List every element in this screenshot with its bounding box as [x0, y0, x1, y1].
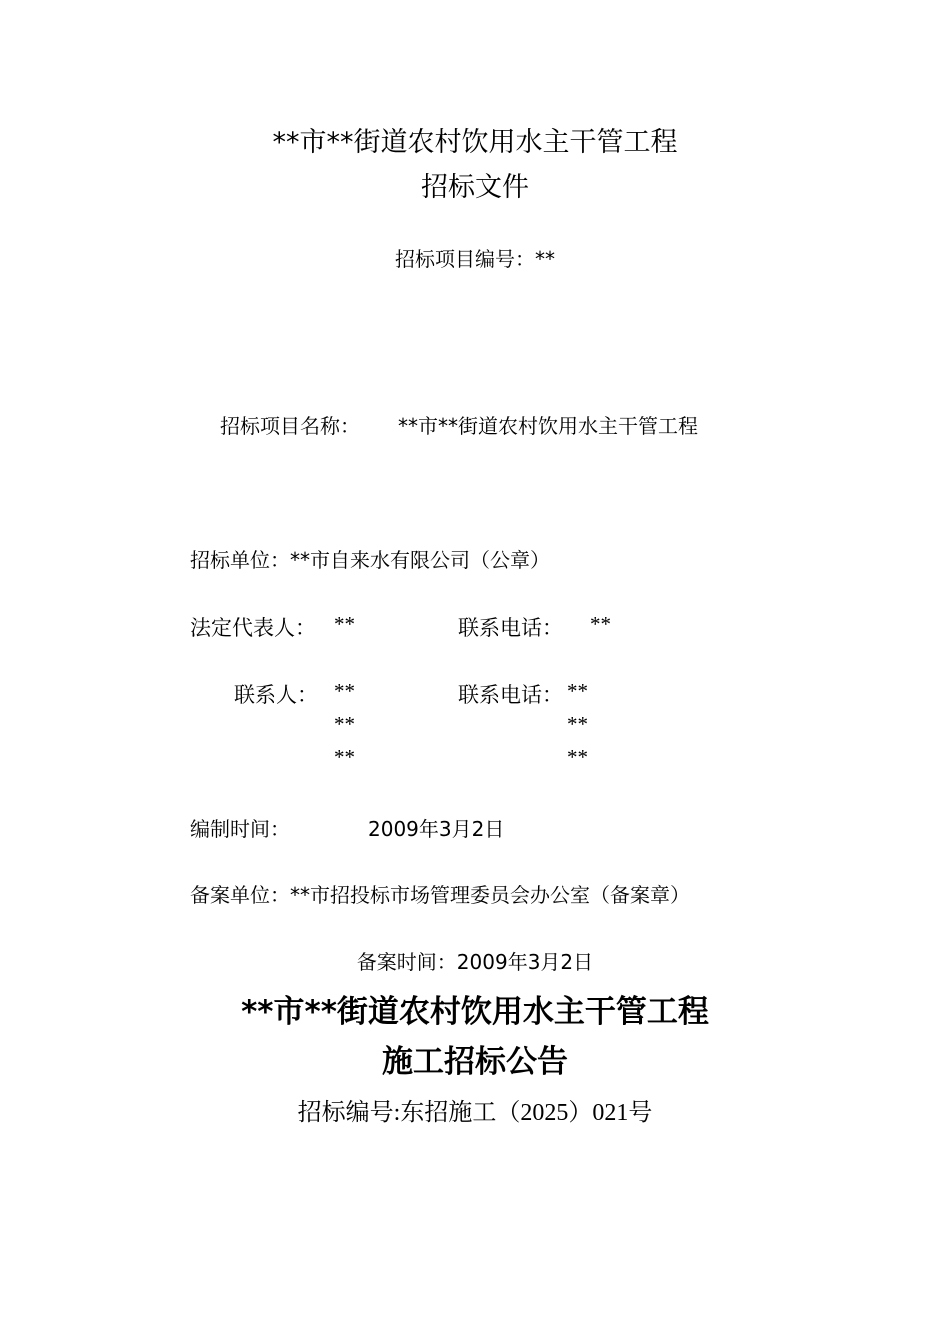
phone-value: ** [567, 679, 588, 703]
cover-title-line2: 招标文件 [421, 172, 529, 203]
contact-label: 联系人： [234, 683, 318, 707]
compile-time-value: 2009年3月2日 [368, 817, 505, 841]
notice-title-line1: **市**街道农村饮用水主干管工程 [241, 994, 709, 1030]
project-number: 招标项目编号：** [395, 247, 555, 271]
tender-unit: 招标单位：**市自来水有限公司（公章） [190, 548, 550, 572]
phone-label-1: 联系电话： [458, 616, 563, 640]
legal-rep-value: ** [334, 612, 355, 636]
legal-rep-label: 法定代表人： [190, 616, 316, 640]
tender-number: 招标编号:东招施工（2025）021号 [297, 1100, 653, 1126]
phone-value-1: ** [590, 612, 611, 636]
contact-value: ** [334, 745, 355, 769]
phone-label-2: 联系电话： [458, 683, 563, 707]
cover-title-line1: **市**街道农村饮用水主干管工程 [272, 127, 678, 158]
phone-value: ** [567, 745, 588, 769]
record-time: 备案时间：2009年3月2日 [356, 950, 594, 974]
contact-value: ** [334, 679, 355, 703]
compile-time-label: 编制时间： [190, 817, 290, 841]
project-name-label: 招标项目名称： [220, 414, 360, 438]
project-name-value: **市**街道农村饮用水主干管工程 [398, 414, 698, 438]
contact-value: ** [334, 712, 355, 736]
record-unit: 备案单位：**市招投标市场管理委员会办公室（备案章） [190, 883, 690, 907]
phone-value: ** [567, 712, 588, 736]
notice-title-line2: 施工招标公告 [382, 1044, 568, 1080]
